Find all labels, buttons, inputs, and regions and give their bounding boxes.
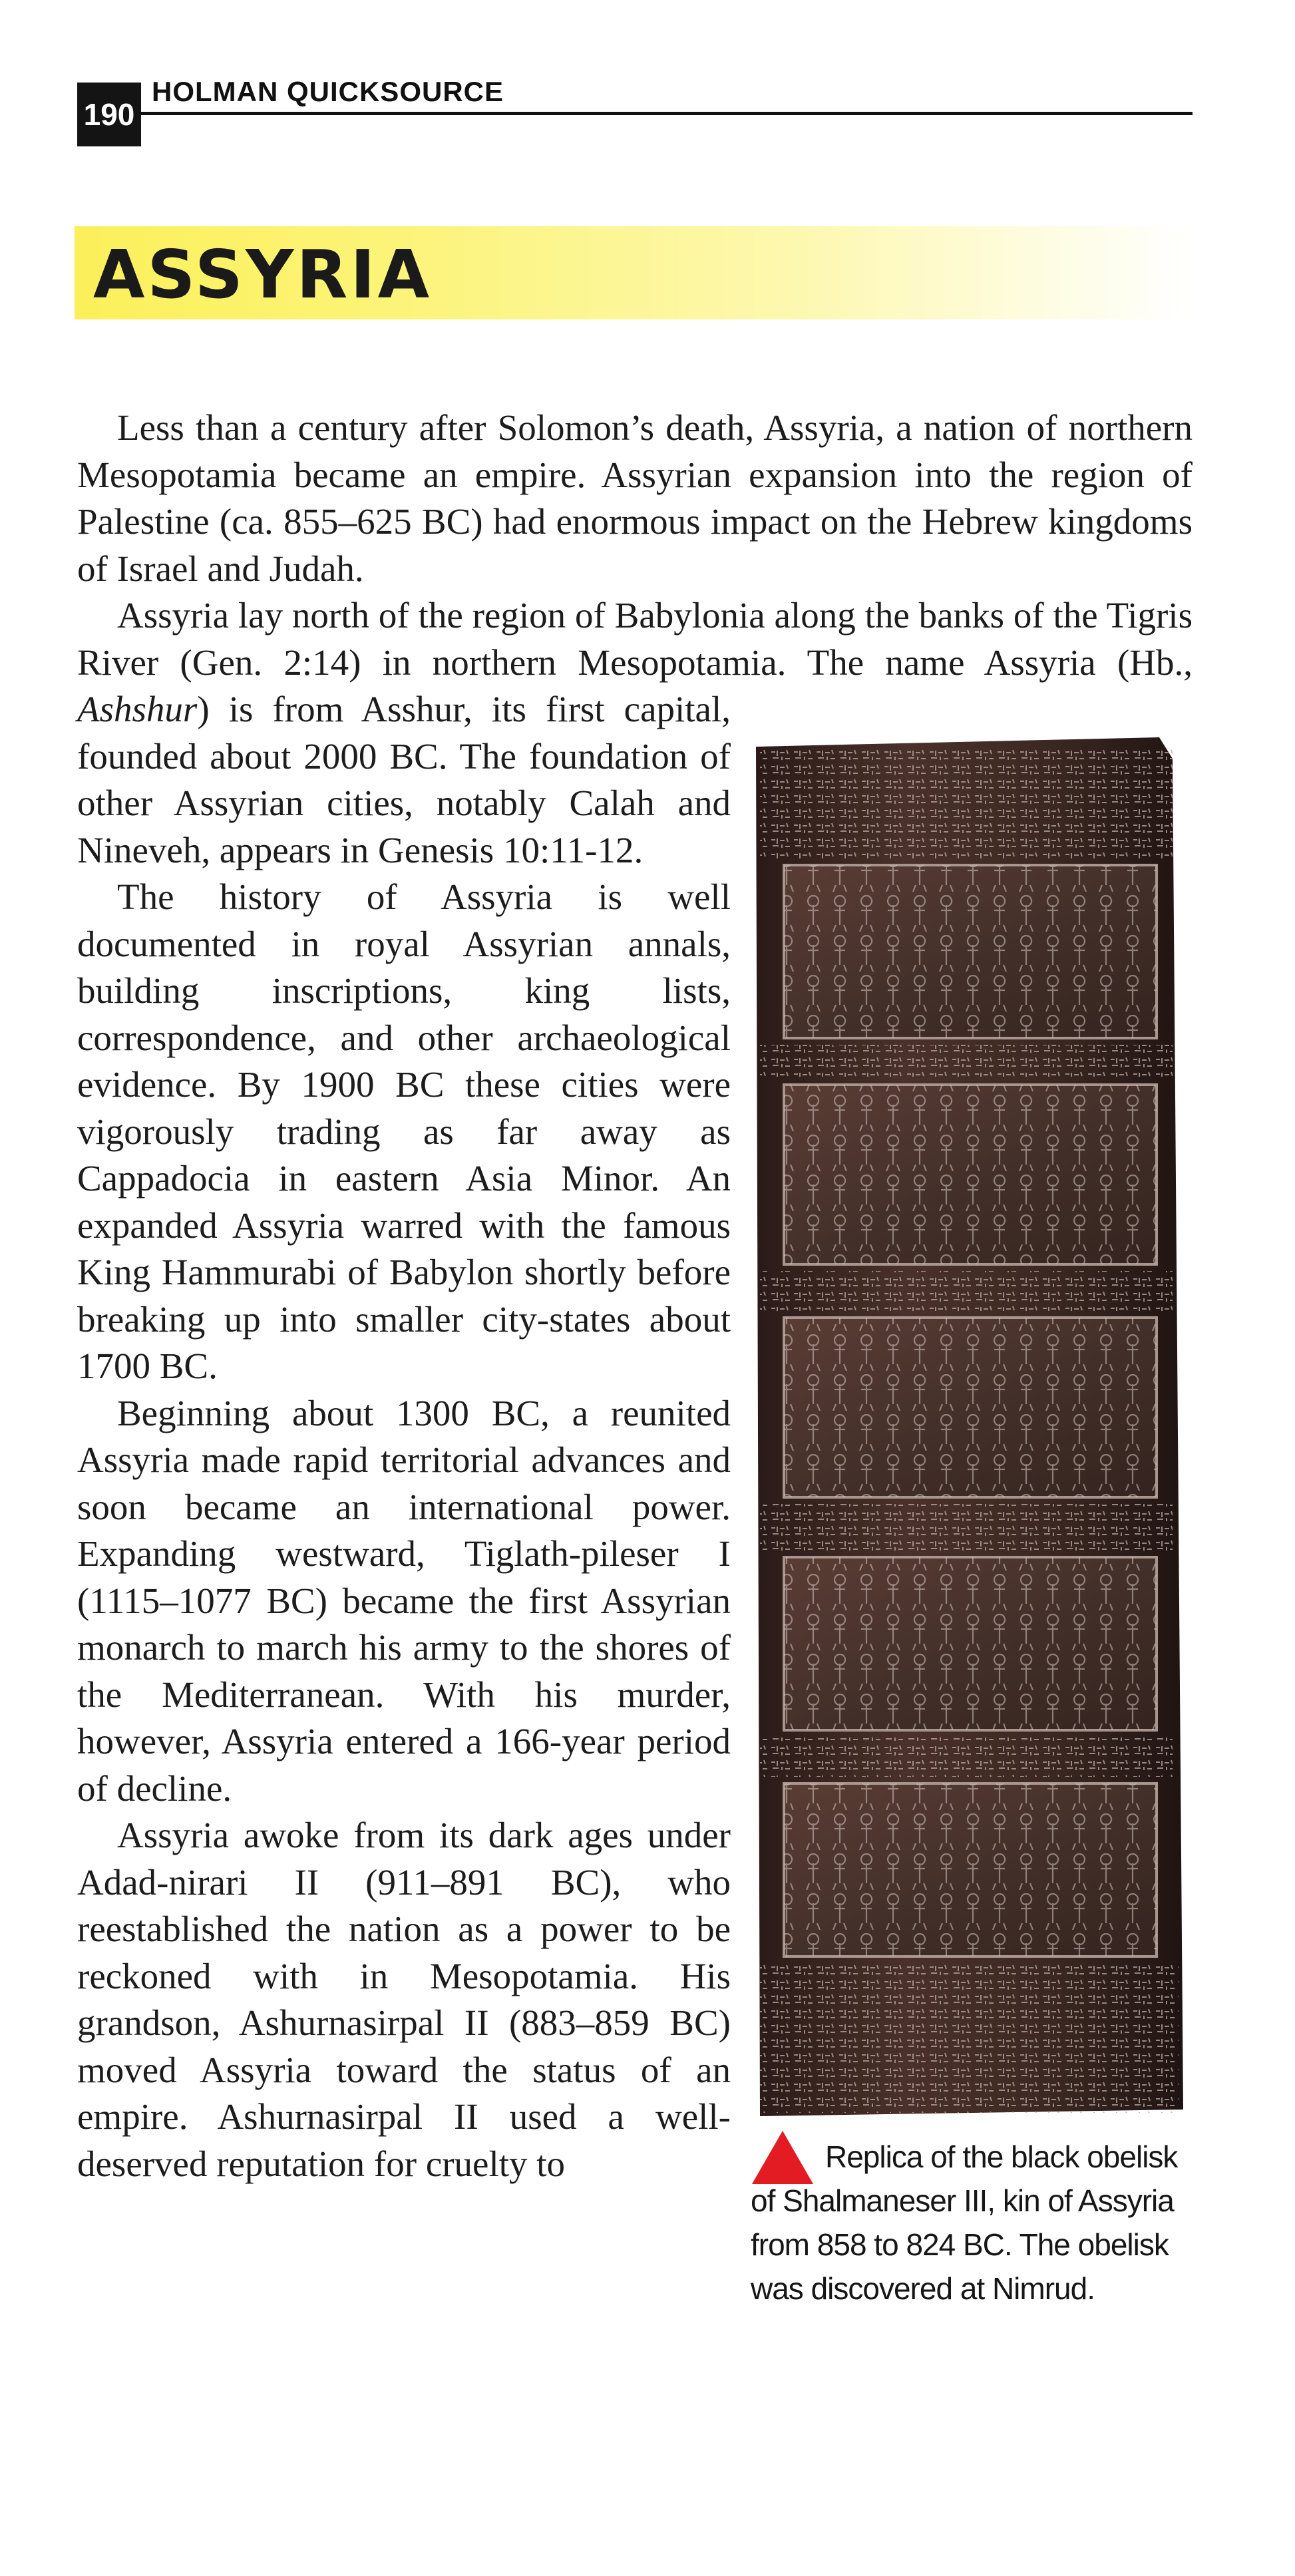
- paragraph-5: Assyria awoke from its dark ages under Adad-nirari II (911–891 BC), who reestablished the nation as a power to be reckoned with in Mesopotamia. His grandson, Ashurnasirpal II (883–859 BC) moved Assyria toward the status of an empire. Ashurnasirpal II used a well-deserved reputation for cruelty to: [77, 1815, 731, 2184]
- hebrew-term: Ashshur: [77, 689, 198, 729]
- paragraph-1: Less than a century after Solomon’s death, Assyria, a nation of northern Mesopotamia became an empire. Assyrian expansion into the region of Palestine (ca. 855–625 BC) had enormous impact on the Hebrew kingdoms of Israel and Judah.: [77, 407, 1193, 589]
- inscription-band-bottom: [760, 1963, 1179, 2113]
- obelisk-illustration: [747, 732, 1193, 2123]
- paragraph-4: Beginning about 1300 BC, a reunited Assyria made rapid territorial advances and soon became an international power. Expanding westward, Tiglath-pileser I (1115–1077 BC) became the first Assyrian monarch to march his army to the shores of the Mediterranean. With his murder, however, Assyria entered a 166-year period of decline.: [77, 1392, 731, 1809]
- obelisk-photo: [747, 732, 1193, 2123]
- paragraph-2-end: ) is from Asshur, its first capital, founded about 2000 BC. The foundation of other Assyrian cities, notably Calah and Nineveh, appears in Genesis 10:11-12.: [77, 689, 731, 870]
- paragraph-2-start: Assyria lay north of the region of Babylonia along the banks of the Tigris River (Gen. 2:14) in northern Mesopotamia. The name Assyria (Hb.,: [77, 595, 1193, 683]
- figure-caption: Replica of the black obelisk of Shalmaneser III, kin of Assyria from 858 to 824 BC. The obelisk was discovered at Nimrud.: [751, 2139, 1178, 2306]
- header-rule: [141, 112, 1193, 115]
- inscription-band-top: [760, 745, 1173, 858]
- paragraph-3: The history of Assyria is well documented in royal Assyrian annals, building inscriptions, king lists, correspondence, and other archaeological evidence. By 1900 BC these cities were vigorously trading as far away as Cappadocia in eastern Asia Minor. An expanded Assyria warred with the famous King Hammurabi of Babylon shortly before breaking up into smaller city-states about 1700 BC.: [77, 876, 731, 1386]
- page-number: 190: [77, 83, 141, 146]
- running-head: HOLMAN QUICKSOURCE: [152, 76, 504, 107]
- chapter-title: ASSYRIA: [93, 236, 432, 313]
